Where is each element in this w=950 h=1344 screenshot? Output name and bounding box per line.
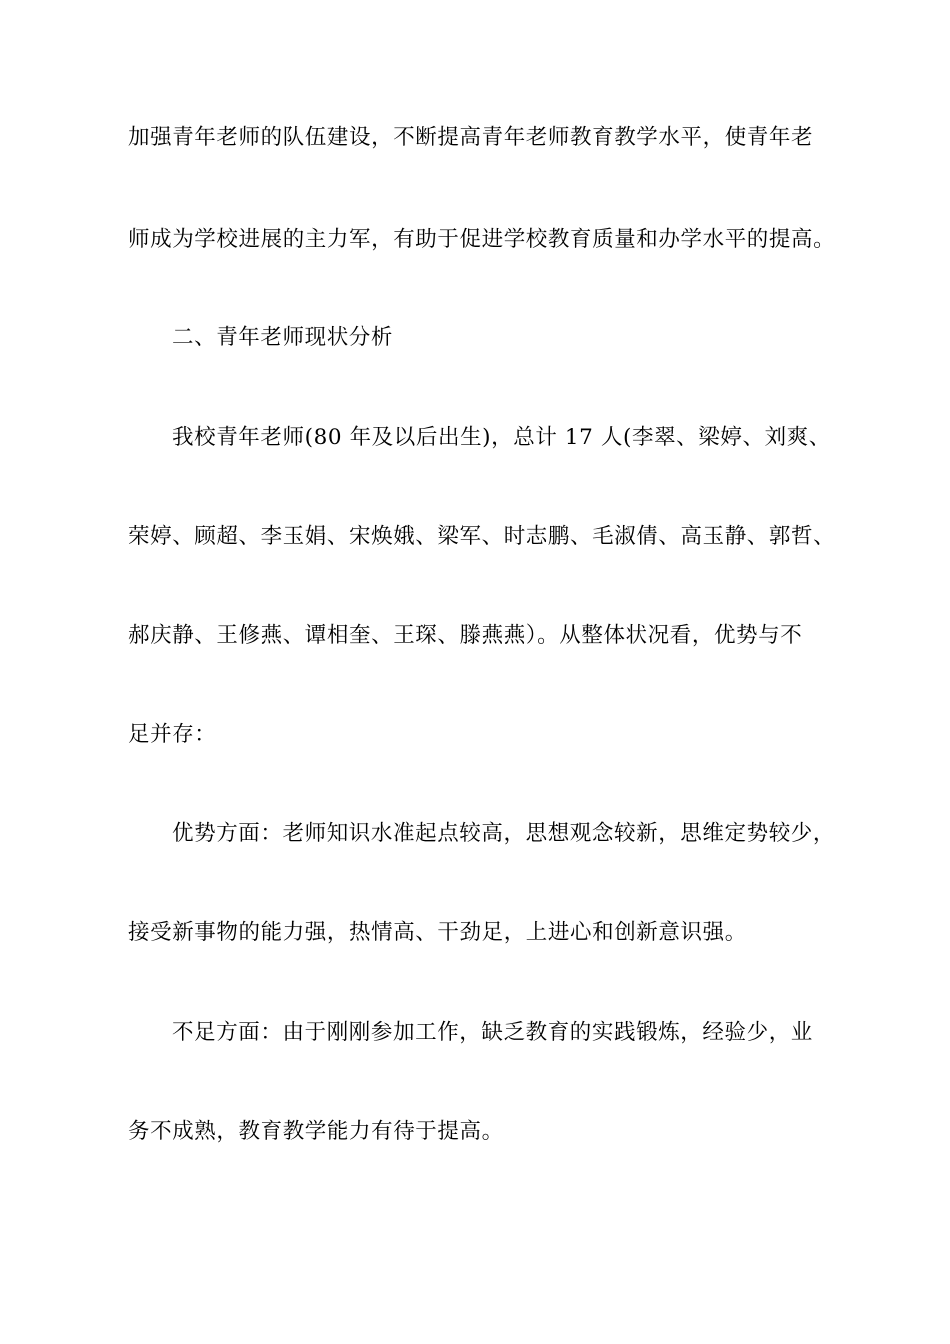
paragraph-line: 接受新事物的能力强，热情高、干劲足，上进心和创新意识强。 (128, 920, 747, 945)
paragraph-line: 优势方面：老师知识水准起点较高，思想观念较新，思维定势较少， (172, 821, 836, 846)
paragraph-line: 荣婷、顾超、李玉娟、宋焕娥、梁军、时志鹏、毛淑倩、高玉静、郭哲、 (128, 524, 836, 549)
paragraph-line: 不足方面：由于刚刚参加工作，缺乏教育的实践锻炼，经验少，业 (172, 1020, 813, 1045)
paragraph-line: 加强青年老师的队伍建设，不断提高青年老师教育教学水平，使青年老 (128, 125, 814, 150)
section-heading: 二、青年老师现状分析 (172, 325, 394, 350)
paragraph-line: 我校青年老师(80 年及以后出生)，总计 17 人(李翠、梁婷、刘爽、 (172, 425, 831, 450)
paragraph-line: 师成为学校进展的主力军，有助于促进学校教育质量和办学水平的提高。 (128, 227, 836, 252)
paragraph-line: 务不成熟，教育教学能力有待于提高。 (128, 1119, 504, 1144)
paragraph-line: 郝庆静、王修燕、谭相奎、王琛、滕燕燕）。从整体状况看，优势与不 (128, 623, 803, 648)
paragraph-line: 足并存： (128, 722, 217, 747)
